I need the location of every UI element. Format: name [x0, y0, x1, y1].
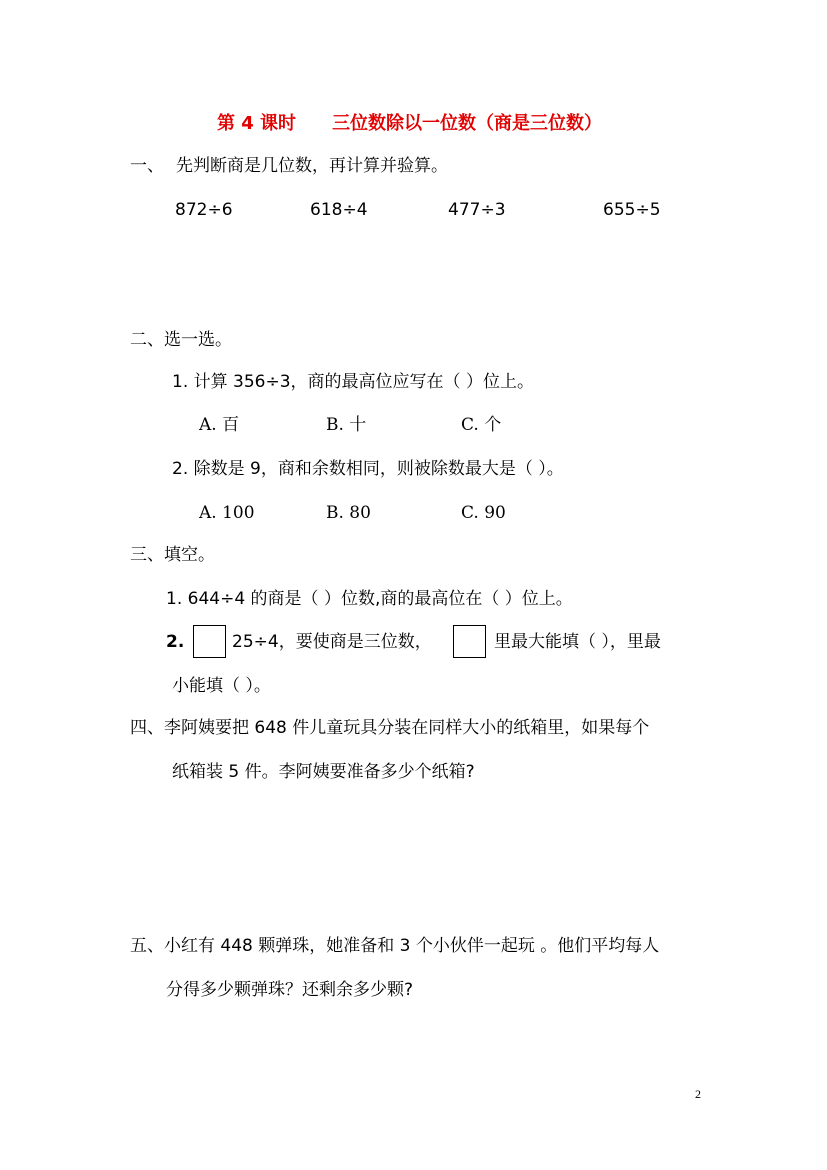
- lesson-topic: 三位数除以一位数（商是三位数）: [332, 113, 603, 134]
- section-2-heading: 二、选一选。: [130, 330, 232, 350]
- section-1-prompt: 先判断商是几位数，再计算并验算。: [176, 156, 448, 176]
- section-3-question-2-text-a: 25÷4，要使商是三位数，: [232, 632, 432, 652]
- problem-3: 477÷3: [448, 200, 506, 220]
- page-title: [217, 115, 602, 133]
- section-3-question-1: 1. 644÷4 的商是（ ）位数,商的最高位在（ ）位上。: [166, 589, 573, 609]
- section-3-heading: 三、填空。: [130, 545, 215, 565]
- section-1-heading: 一、: [130, 156, 164, 176]
- q1-option-b: B. 十: [326, 415, 367, 435]
- q1-option-c: C. 个: [461, 415, 502, 435]
- problem-2: 618÷4: [310, 200, 368, 220]
- section-4-line-2: 纸箱装 5 件。李阿姨要准备多少个纸箱?: [172, 762, 475, 782]
- q2-option-c: C. 90: [461, 503, 506, 523]
- blank-box-2: [453, 625, 486, 658]
- q2-option-b: B. 80: [326, 503, 371, 523]
- section-4-line-1: 四、李阿姨要把 648 件儿童玩具分装在同样大小的纸箱里，如果每个: [130, 718, 650, 738]
- section-2-question-1: 1. 计算 356÷3，商的最高位应写在（ ）位上。: [172, 372, 534, 392]
- problem-1: 872÷6: [175, 200, 233, 220]
- problem-4: 655÷5: [603, 200, 661, 220]
- page-number: 2: [695, 1087, 701, 1101]
- lesson-label: 第 4 课时: [217, 113, 297, 134]
- section-2-question-2: 2. 除数是 9，商和余数相同，则被除数最大是（ ）。: [172, 459, 564, 479]
- q2-option-a: A. 100: [199, 503, 255, 523]
- section-3-question-2-text-b: 里最大能填（ ），里最: [494, 632, 661, 652]
- section-3-question-2-line-2: 小能填（ ）。: [172, 676, 271, 696]
- section-3-question-2-number: 2.: [166, 632, 185, 652]
- q1-option-a: A. 百: [199, 415, 240, 435]
- blank-box-1: [193, 625, 226, 658]
- section-5-line-1: 五、小红有 448 颗弹珠，她准备和 3 个小伙伴一起玩 。他们平均每人: [130, 936, 660, 956]
- section-5-line-2: 分得多少颗弹珠？还剩余多少颗?: [166, 980, 414, 1000]
